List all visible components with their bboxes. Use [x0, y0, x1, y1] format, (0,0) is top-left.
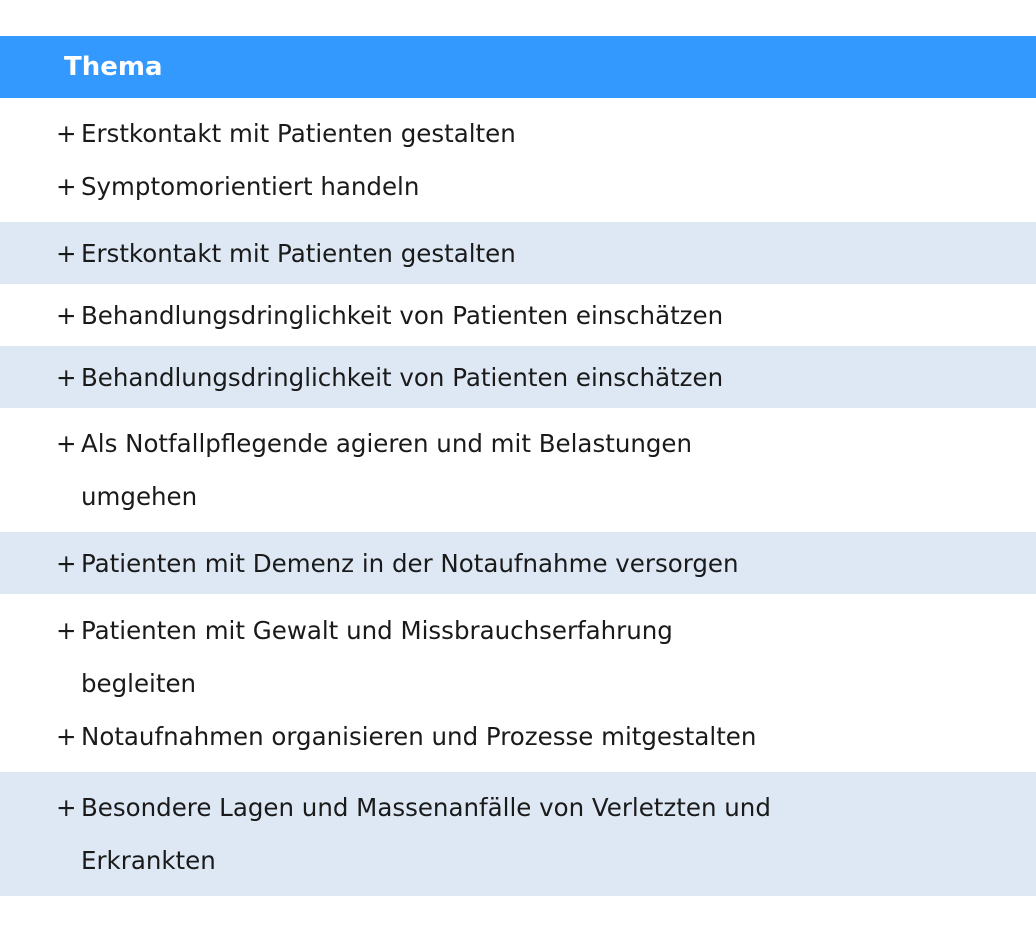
plus-bullet: + [56, 362, 77, 392]
list-item [56, 227, 1036, 280]
entry-text: Symptomorientiert handeln [81, 172, 420, 201]
list-item [56, 107, 1036, 160]
plus-bullet: + [56, 172, 77, 201]
plus-bullet: + [56, 721, 77, 751]
plus-bullet: + [56, 119, 77, 148]
list-item [56, 417, 1036, 523]
table-header [0, 36, 1036, 98]
entry-text: Erstkontakt mit Patienten gestalten [81, 119, 516, 148]
entry-text: Patienten mit Gewalt und Missbrauchserfahrung begleiten [81, 615, 673, 698]
list-item [56, 289, 1036, 342]
entry-text: Behandlungsdringlichkeit von Patienten einschätzen [81, 300, 724, 330]
list-item [56, 781, 1036, 887]
list-item [56, 710, 1036, 763]
entry-text: Behandlungsdringlichkeit von Patienten einschätzen [81, 362, 724, 392]
table-row [0, 346, 1036, 408]
list-item [56, 604, 1036, 710]
list-item [56, 351, 1036, 404]
table-row [0, 98, 1036, 222]
plus-bullet: + [56, 793, 77, 822]
plus-bullet: + [56, 548, 77, 578]
table-row [0, 284, 1036, 346]
list-item [56, 160, 1036, 213]
plus-bullet: + [56, 429, 77, 458]
plus-bullet: + [56, 615, 77, 645]
table-row [0, 408, 1036, 532]
table-row [0, 222, 1036, 284]
entry-text: Erstkontakt mit Patienten gestalten [81, 238, 516, 268]
table-row [0, 594, 1036, 772]
plus-bullet: + [56, 238, 77, 268]
entry-text: Als Notfallpflegende agieren und mit Belastungen umgehen [81, 429, 693, 511]
entry-text: Besondere Lagen und Massenanfälle von Verletzten und Erkrankten [81, 793, 771, 875]
table-row [0, 532, 1036, 594]
entry-text: Notaufnahmen organisieren und Prozesse mitgestalten [81, 721, 757, 751]
entry-text: Patienten mit Demenz in der Notaufnahme versorgen [81, 548, 739, 578]
table-row [0, 772, 1036, 896]
topic-table [0, 36, 1036, 896]
list-item [56, 537, 1036, 590]
plus-bullet: + [56, 300, 77, 330]
header-label-thema: Thema [64, 52, 163, 82]
